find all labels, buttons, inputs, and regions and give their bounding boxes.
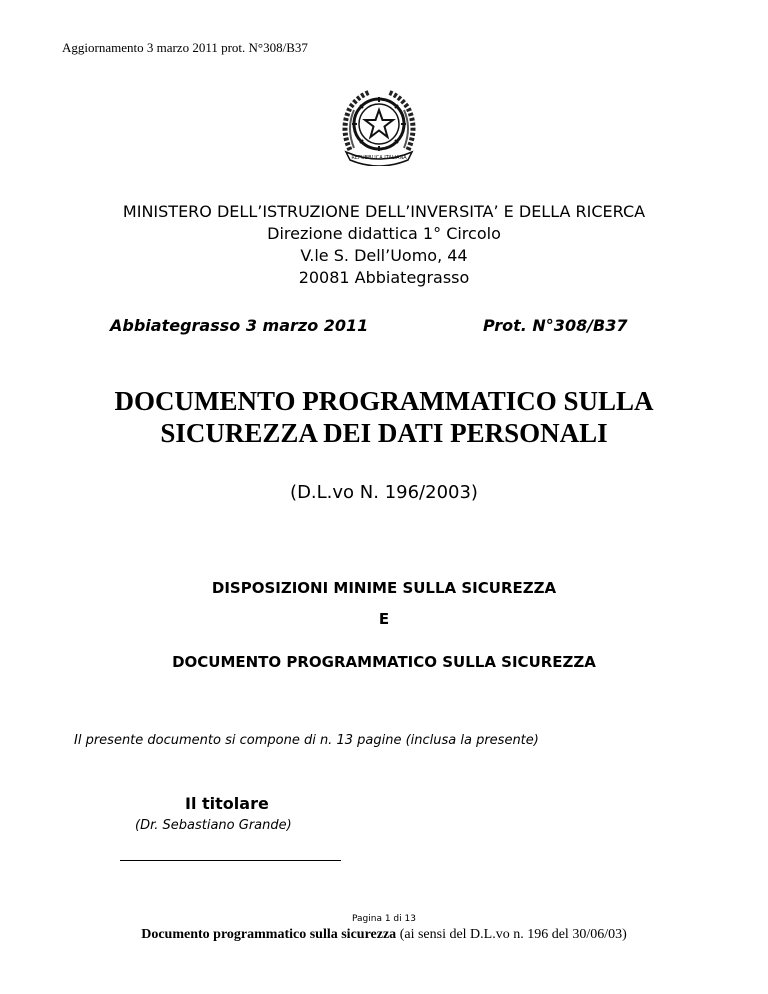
italian-republic-emblem-icon	[336, 88, 422, 166]
dispositions-heading: DISPOSIZIONI MINIME SULLA SICUREZZA	[211, 579, 557, 597]
footer	[0, 927, 768, 943]
document-date: Abbiategrasso 3 marzo 2011	[110, 316, 369, 335]
dispositions-subheading: DOCUMENTO PROGRAMMATICO SULLA SICUREZZA	[172, 653, 596, 671]
svg-text:REPUBBLICA ITALIANA: REPUBBLICA ITALIANA	[351, 155, 407, 161]
title-line-2: SICUREZZA DEI DATI PERSONALI	[160, 418, 608, 448]
school-direction: Direzione didattica 1° Circolo	[267, 224, 501, 243]
page-number: Pagina 1 di 13	[352, 914, 416, 924]
signature-line	[120, 860, 341, 861]
protocol-number: Prot. N°308/B37	[483, 316, 628, 335]
footer-title: Documento programmatico sulla sicurezza	[141, 927, 397, 942]
school-address: V.le S. Dell’Uomo, 44	[300, 246, 468, 265]
law-reference: (D.L.vo N. 196/2003)	[290, 482, 478, 503]
pages-note: Il presente documento si compone di n. 13 pagine (inclusa la presente)	[74, 733, 539, 748]
school-city: 20081 Abbiategrasso	[298, 268, 470, 287]
document-title	[0, 385, 768, 449]
ministry-name: MINISTERO DELL’ISTRUZIONE DELL’INVERSITA’ E DELLA RICERCA	[122, 202, 646, 221]
header-text: Aggiornamento 3 marzo 2011 prot. N°308/B37	[62, 40, 308, 55]
title-line-1: DOCUMENTO PROGRAMMATICO SULLA	[114, 386, 654, 416]
signatory-title: Il titolare	[185, 794, 269, 813]
ministry-block	[0, 201, 768, 289]
footer-reference: (ai sensi del D.L.vo n. 196 del 30/06/03)	[396, 927, 627, 942]
dispositions-conjunction: E	[378, 610, 390, 628]
signatory-name: (Dr. Sebastiano Grande)	[135, 818, 292, 833]
